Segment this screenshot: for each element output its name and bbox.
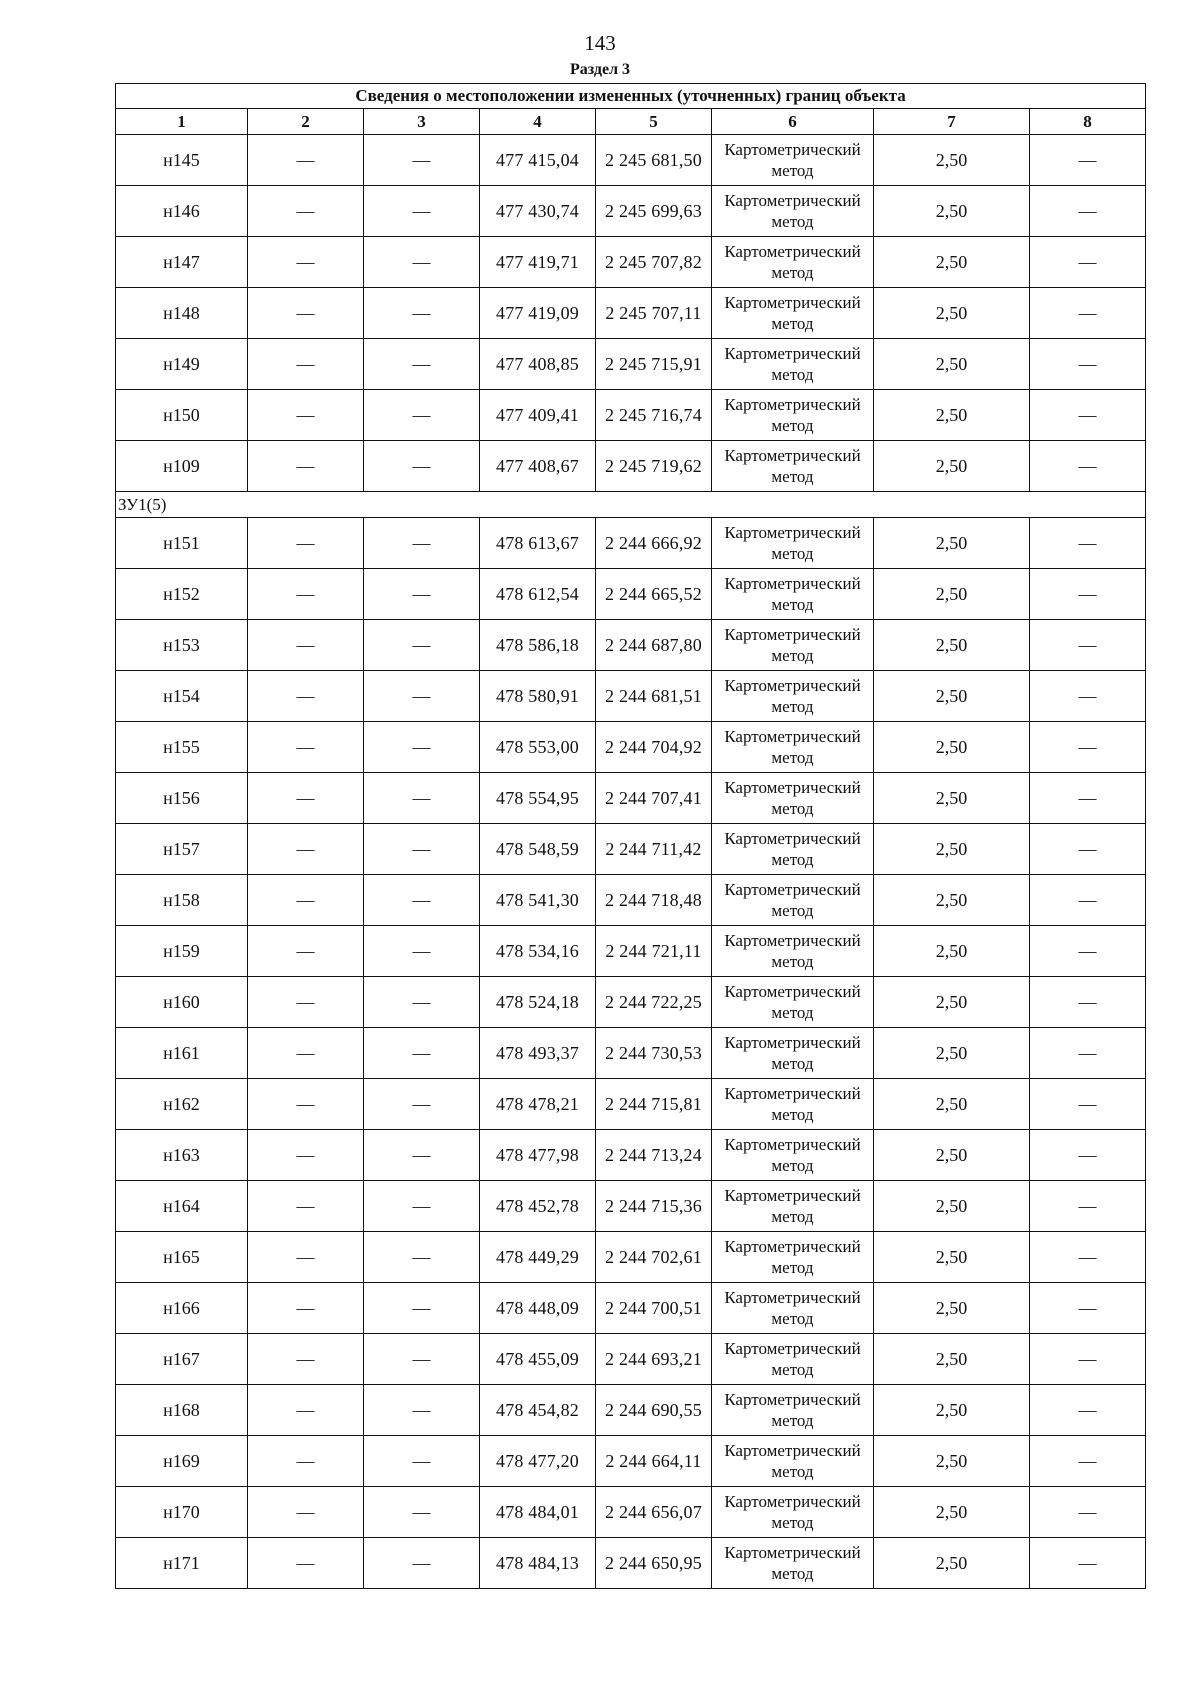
method-cell: Картометрический метод bbox=[712, 875, 874, 926]
dash-cell: — bbox=[1030, 441, 1146, 492]
dash-cell: — bbox=[248, 518, 364, 569]
dash-cell: — bbox=[1030, 569, 1146, 620]
point-number-cell: н163 bbox=[116, 1130, 248, 1181]
table-caption: Сведения о местоположении измененных (уточненных) границ объекта bbox=[116, 84, 1146, 109]
x-coordinate-cell: 478 478,21 bbox=[480, 1079, 596, 1130]
accuracy-cell: 2,50 bbox=[874, 773, 1030, 824]
point-number-cell: н109 bbox=[116, 441, 248, 492]
method-cell: Картометрический метод bbox=[712, 1436, 874, 1487]
accuracy-cell: 2,50 bbox=[874, 390, 1030, 441]
table-row bbox=[116, 1334, 1146, 1385]
dash-cell: — bbox=[248, 671, 364, 722]
method-cell: Картометрический метод bbox=[712, 339, 874, 390]
point-number-cell: н152 bbox=[116, 569, 248, 620]
table-row bbox=[116, 237, 1146, 288]
method-cell: Картометрический метод bbox=[712, 722, 874, 773]
point-number-cell: н150 bbox=[116, 390, 248, 441]
table-row bbox=[116, 1181, 1146, 1232]
dash-cell: — bbox=[248, 1028, 364, 1079]
dash-cell: — bbox=[248, 824, 364, 875]
x-coordinate-cell: 477 419,09 bbox=[480, 288, 596, 339]
dash-cell: — bbox=[248, 1487, 364, 1538]
point-number-cell: н158 bbox=[116, 875, 248, 926]
point-number-cell: н157 bbox=[116, 824, 248, 875]
x-coordinate-cell: 478 484,01 bbox=[480, 1487, 596, 1538]
point-number-cell: н162 bbox=[116, 1079, 248, 1130]
y-coordinate-cell: 2 244 711,42 bbox=[596, 824, 712, 875]
dash-cell: — bbox=[364, 1538, 480, 1589]
dash-cell: — bbox=[1030, 1028, 1146, 1079]
point-number-cell: н149 bbox=[116, 339, 248, 390]
y-coordinate-cell: 2 244 715,36 bbox=[596, 1181, 712, 1232]
table-row bbox=[116, 1487, 1146, 1538]
x-coordinate-cell: 478 613,67 bbox=[480, 518, 596, 569]
x-coordinate-cell: 477 419,71 bbox=[480, 237, 596, 288]
dash-cell: — bbox=[248, 1436, 364, 1487]
dash-cell: — bbox=[248, 186, 364, 237]
x-coordinate-cell: 478 524,18 bbox=[480, 977, 596, 1028]
dash-cell: — bbox=[364, 1232, 480, 1283]
dash-cell: — bbox=[1030, 875, 1146, 926]
dash-cell: — bbox=[248, 875, 364, 926]
x-coordinate-cell: 478 477,20 bbox=[480, 1436, 596, 1487]
point-number-cell: н160 bbox=[116, 977, 248, 1028]
dash-cell: — bbox=[1030, 773, 1146, 824]
accuracy-cell: 2,50 bbox=[874, 1283, 1030, 1334]
accuracy-cell: 2,50 bbox=[874, 1232, 1030, 1283]
dash-cell: — bbox=[248, 722, 364, 773]
dash-cell: — bbox=[364, 1181, 480, 1232]
x-coordinate-cell: 478 554,95 bbox=[480, 773, 596, 824]
table-row bbox=[116, 135, 1146, 186]
method-cell: Картометрический метод bbox=[712, 1487, 874, 1538]
x-coordinate-cell: 478 493,37 bbox=[480, 1028, 596, 1079]
column-number: 1 bbox=[116, 109, 248, 135]
dash-cell: — bbox=[364, 390, 480, 441]
dash-cell: — bbox=[364, 237, 480, 288]
y-coordinate-cell: 2 245 707,11 bbox=[596, 288, 712, 339]
accuracy-cell: 2,50 bbox=[874, 1181, 1030, 1232]
y-coordinate-cell: 2 244 721,11 bbox=[596, 926, 712, 977]
dash-cell: — bbox=[364, 824, 480, 875]
method-cell: Картометрический метод bbox=[712, 977, 874, 1028]
dash-cell: — bbox=[1030, 824, 1146, 875]
dash-cell: — bbox=[1030, 186, 1146, 237]
accuracy-cell: 2,50 bbox=[874, 569, 1030, 620]
accuracy-cell: 2,50 bbox=[874, 1028, 1030, 1079]
method-cell: Картометрический метод bbox=[712, 135, 874, 186]
dash-cell: — bbox=[1030, 1130, 1146, 1181]
table-row bbox=[116, 824, 1146, 875]
table-row bbox=[116, 1028, 1146, 1079]
table-row bbox=[116, 1436, 1146, 1487]
dash-cell: — bbox=[248, 1538, 364, 1589]
x-coordinate-cell: 478 541,30 bbox=[480, 875, 596, 926]
method-cell: Картометрический метод bbox=[712, 1181, 874, 1232]
dash-cell: — bbox=[1030, 1232, 1146, 1283]
x-coordinate-cell: 478 452,78 bbox=[480, 1181, 596, 1232]
coordinates-table bbox=[115, 83, 1146, 1589]
method-cell: Картометрический метод bbox=[712, 569, 874, 620]
dash-cell: — bbox=[364, 1334, 480, 1385]
dash-cell: — bbox=[1030, 237, 1146, 288]
dash-cell: — bbox=[1030, 1283, 1146, 1334]
accuracy-cell: 2,50 bbox=[874, 441, 1030, 492]
dash-cell: — bbox=[364, 1130, 480, 1181]
accuracy-cell: 2,50 bbox=[874, 977, 1030, 1028]
table-row bbox=[116, 339, 1146, 390]
method-cell: Картометрический метод bbox=[712, 1232, 874, 1283]
y-coordinate-cell: 2 245 719,62 bbox=[596, 441, 712, 492]
table-row bbox=[116, 875, 1146, 926]
table-row bbox=[116, 1385, 1146, 1436]
column-number: 7 bbox=[874, 109, 1030, 135]
dash-cell: — bbox=[248, 1334, 364, 1385]
method-cell: Картометрический метод bbox=[712, 1538, 874, 1589]
method-cell: Картометрический метод bbox=[712, 1334, 874, 1385]
dash-cell: — bbox=[1030, 1079, 1146, 1130]
x-coordinate-cell: 477 408,67 bbox=[480, 441, 596, 492]
dash-cell: — bbox=[364, 1487, 480, 1538]
accuracy-cell: 2,50 bbox=[874, 1130, 1030, 1181]
dash-cell: — bbox=[1030, 390, 1146, 441]
x-coordinate-cell: 478 534,16 bbox=[480, 926, 596, 977]
y-coordinate-cell: 2 244 665,52 bbox=[596, 569, 712, 620]
x-coordinate-cell: 478 454,82 bbox=[480, 1385, 596, 1436]
dash-cell: — bbox=[248, 773, 364, 824]
dash-cell: — bbox=[364, 186, 480, 237]
table-row bbox=[116, 773, 1146, 824]
point-number-cell: н164 bbox=[116, 1181, 248, 1232]
y-coordinate-cell: 2 244 664,11 bbox=[596, 1436, 712, 1487]
column-number: 4 bbox=[480, 109, 596, 135]
point-number-cell: н170 bbox=[116, 1487, 248, 1538]
accuracy-cell: 2,50 bbox=[874, 1079, 1030, 1130]
column-number: 6 bbox=[712, 109, 874, 135]
method-cell: Картометрический метод bbox=[712, 441, 874, 492]
table-row bbox=[116, 1538, 1146, 1589]
table-body bbox=[116, 135, 1146, 1589]
accuracy-cell: 2,50 bbox=[874, 875, 1030, 926]
y-coordinate-cell: 2 244 681,51 bbox=[596, 671, 712, 722]
column-number: 2 bbox=[248, 109, 364, 135]
y-coordinate-cell: 2 244 718,48 bbox=[596, 875, 712, 926]
method-cell: Картометрический метод bbox=[712, 288, 874, 339]
table-caption-row bbox=[116, 84, 1146, 109]
dash-cell: — bbox=[248, 977, 364, 1028]
table-row bbox=[116, 390, 1146, 441]
dash-cell: — bbox=[1030, 1181, 1146, 1232]
page-number: 143 bbox=[584, 31, 616, 55]
point-number-cell: н148 bbox=[116, 288, 248, 339]
accuracy-cell: 2,50 bbox=[874, 135, 1030, 186]
table-row bbox=[116, 620, 1146, 671]
point-number-cell: н145 bbox=[116, 135, 248, 186]
method-cell: Картометрический метод bbox=[712, 671, 874, 722]
dash-cell: — bbox=[364, 926, 480, 977]
y-coordinate-cell: 2 244 700,51 bbox=[596, 1283, 712, 1334]
dash-cell: — bbox=[364, 773, 480, 824]
x-coordinate-cell: 478 580,91 bbox=[480, 671, 596, 722]
dash-cell: — bbox=[248, 339, 364, 390]
dash-cell: — bbox=[364, 977, 480, 1028]
x-coordinate-cell: 477 415,04 bbox=[480, 135, 596, 186]
table-row bbox=[116, 518, 1146, 569]
table-row bbox=[116, 569, 1146, 620]
dash-cell: — bbox=[364, 339, 480, 390]
dash-cell: — bbox=[248, 1079, 364, 1130]
dash-cell: — bbox=[1030, 288, 1146, 339]
dash-cell: — bbox=[364, 1385, 480, 1436]
dash-cell: — bbox=[248, 569, 364, 620]
method-cell: Картометрический метод bbox=[712, 518, 874, 569]
accuracy-cell: 2,50 bbox=[874, 1487, 1030, 1538]
method-cell: Картометрический метод bbox=[712, 926, 874, 977]
dash-cell: — bbox=[364, 1283, 480, 1334]
table-row bbox=[116, 441, 1146, 492]
x-coordinate-cell: 478 448,09 bbox=[480, 1283, 596, 1334]
dash-cell: — bbox=[248, 926, 364, 977]
dash-cell: — bbox=[364, 441, 480, 492]
y-coordinate-cell: 2 244 666,92 bbox=[596, 518, 712, 569]
dash-cell: — bbox=[364, 1436, 480, 1487]
accuracy-cell: 2,50 bbox=[874, 1334, 1030, 1385]
y-coordinate-cell: 2 245 716,74 bbox=[596, 390, 712, 441]
y-coordinate-cell: 2 244 702,61 bbox=[596, 1232, 712, 1283]
accuracy-cell: 2,50 bbox=[874, 620, 1030, 671]
dash-cell: — bbox=[248, 441, 364, 492]
dash-cell: — bbox=[1030, 135, 1146, 186]
x-coordinate-cell: 478 477,98 bbox=[480, 1130, 596, 1181]
table-row bbox=[116, 1130, 1146, 1181]
table-row bbox=[116, 186, 1146, 237]
point-number-cell: н154 bbox=[116, 671, 248, 722]
dash-cell: — bbox=[1030, 722, 1146, 773]
point-number-cell: н168 bbox=[116, 1385, 248, 1436]
y-coordinate-cell: 2 244 690,55 bbox=[596, 1385, 712, 1436]
y-coordinate-cell: 2 245 715,91 bbox=[596, 339, 712, 390]
dash-cell: — bbox=[248, 1283, 364, 1334]
dash-cell: — bbox=[1030, 1385, 1146, 1436]
column-number: 5 bbox=[596, 109, 712, 135]
table-row bbox=[116, 977, 1146, 1028]
dash-cell: — bbox=[364, 518, 480, 569]
group-label: ЗУ1(5) bbox=[116, 492, 1146, 518]
dash-cell: — bbox=[248, 1232, 364, 1283]
point-number-cell: н146 bbox=[116, 186, 248, 237]
method-cell: Картометрический метод bbox=[712, 1283, 874, 1334]
y-coordinate-cell: 2 244 650,95 bbox=[596, 1538, 712, 1589]
y-coordinate-cell: 2 244 704,92 bbox=[596, 722, 712, 773]
dash-cell: — bbox=[1030, 620, 1146, 671]
method-cell: Картометрический метод bbox=[712, 390, 874, 441]
x-coordinate-cell: 478 612,54 bbox=[480, 569, 596, 620]
point-number-cell: н153 bbox=[116, 620, 248, 671]
y-coordinate-cell: 2 244 693,21 bbox=[596, 1334, 712, 1385]
dash-cell: — bbox=[364, 671, 480, 722]
dash-cell: — bbox=[364, 722, 480, 773]
dash-cell: — bbox=[1030, 977, 1146, 1028]
x-coordinate-cell: 478 586,18 bbox=[480, 620, 596, 671]
y-coordinate-cell: 2 245 681,50 bbox=[596, 135, 712, 186]
table-row bbox=[116, 926, 1146, 977]
y-coordinate-cell: 2 244 687,80 bbox=[596, 620, 712, 671]
dash-cell: — bbox=[248, 288, 364, 339]
accuracy-cell: 2,50 bbox=[874, 1538, 1030, 1589]
accuracy-cell: 2,50 bbox=[874, 518, 1030, 569]
accuracy-cell: 2,50 bbox=[874, 237, 1030, 288]
dash-cell: — bbox=[248, 390, 364, 441]
x-coordinate-cell: 478 455,09 bbox=[480, 1334, 596, 1385]
table-row bbox=[116, 1283, 1146, 1334]
method-cell: Картометрический метод bbox=[712, 824, 874, 875]
dash-cell: — bbox=[364, 620, 480, 671]
dash-cell: — bbox=[364, 1028, 480, 1079]
dash-cell: — bbox=[248, 1385, 364, 1436]
method-cell: Картометрический метод bbox=[712, 186, 874, 237]
dash-cell: — bbox=[1030, 1538, 1146, 1589]
dash-cell: — bbox=[248, 620, 364, 671]
method-cell: Картометрический метод bbox=[712, 237, 874, 288]
dash-cell: — bbox=[364, 1079, 480, 1130]
dash-cell: — bbox=[1030, 339, 1146, 390]
table-row bbox=[116, 722, 1146, 773]
point-number-cell: н151 bbox=[116, 518, 248, 569]
group-row bbox=[116, 492, 1146, 518]
method-cell: Картометрический метод bbox=[712, 1385, 874, 1436]
dash-cell: — bbox=[1030, 1334, 1146, 1385]
table-row bbox=[116, 671, 1146, 722]
y-coordinate-cell: 2 245 707,82 bbox=[596, 237, 712, 288]
dash-cell: — bbox=[1030, 926, 1146, 977]
x-coordinate-cell: 478 449,29 bbox=[480, 1232, 596, 1283]
point-number-cell: н169 bbox=[116, 1436, 248, 1487]
point-number-cell: н161 bbox=[116, 1028, 248, 1079]
accuracy-cell: 2,50 bbox=[874, 722, 1030, 773]
point-number-cell: н165 bbox=[116, 1232, 248, 1283]
point-number-cell: н171 bbox=[116, 1538, 248, 1589]
x-coordinate-cell: 478 484,13 bbox=[480, 1538, 596, 1589]
dash-cell: — bbox=[364, 875, 480, 926]
accuracy-cell: 2,50 bbox=[874, 339, 1030, 390]
dash-cell: — bbox=[364, 135, 480, 186]
dash-cell: — bbox=[364, 569, 480, 620]
dash-cell: — bbox=[1030, 1436, 1146, 1487]
dash-cell: — bbox=[1030, 1487, 1146, 1538]
x-coordinate-cell: 478 553,00 bbox=[480, 722, 596, 773]
point-number-cell: н167 bbox=[116, 1334, 248, 1385]
y-coordinate-cell: 2 244 722,25 bbox=[596, 977, 712, 1028]
dash-cell: — bbox=[1030, 518, 1146, 569]
accuracy-cell: 2,50 bbox=[874, 1385, 1030, 1436]
point-number-cell: н159 bbox=[116, 926, 248, 977]
table-row bbox=[116, 1232, 1146, 1283]
y-coordinate-cell: 2 245 699,63 bbox=[596, 186, 712, 237]
dash-cell: — bbox=[1030, 671, 1146, 722]
dash-cell: — bbox=[248, 1130, 364, 1181]
point-number-cell: н166 bbox=[116, 1283, 248, 1334]
point-number-cell: н156 bbox=[116, 773, 248, 824]
dash-cell: — bbox=[364, 288, 480, 339]
method-cell: Картометрический метод bbox=[712, 773, 874, 824]
accuracy-cell: 2,50 bbox=[874, 288, 1030, 339]
y-coordinate-cell: 2 244 715,81 bbox=[596, 1079, 712, 1130]
x-coordinate-cell: 478 548,59 bbox=[480, 824, 596, 875]
table-row bbox=[116, 1079, 1146, 1130]
column-number: 3 bbox=[364, 109, 480, 135]
column-number-row bbox=[116, 109, 1146, 135]
accuracy-cell: 2,50 bbox=[874, 186, 1030, 237]
accuracy-cell: 2,50 bbox=[874, 1436, 1030, 1487]
x-coordinate-cell: 477 409,41 bbox=[480, 390, 596, 441]
method-cell: Картометрический метод bbox=[712, 620, 874, 671]
section-title: Раздел 3 bbox=[569, 61, 631, 78]
dash-cell: — bbox=[248, 1181, 364, 1232]
table-row bbox=[116, 288, 1146, 339]
point-number-cell: н155 bbox=[116, 722, 248, 773]
y-coordinate-cell: 2 244 656,07 bbox=[596, 1487, 712, 1538]
accuracy-cell: 2,50 bbox=[874, 671, 1030, 722]
y-coordinate-cell: 2 244 713,24 bbox=[596, 1130, 712, 1181]
dash-cell: — bbox=[248, 237, 364, 288]
x-coordinate-cell: 477 408,85 bbox=[480, 339, 596, 390]
method-cell: Картометрический метод bbox=[712, 1130, 874, 1181]
y-coordinate-cell: 2 244 707,41 bbox=[596, 773, 712, 824]
y-coordinate-cell: 2 244 730,53 bbox=[596, 1028, 712, 1079]
dash-cell: — bbox=[248, 135, 364, 186]
accuracy-cell: 2,50 bbox=[874, 926, 1030, 977]
point-number-cell: н147 bbox=[116, 237, 248, 288]
accuracy-cell: 2,50 bbox=[874, 824, 1030, 875]
column-number: 8 bbox=[1030, 109, 1146, 135]
method-cell: Картометрический метод bbox=[712, 1079, 874, 1130]
method-cell: Картометрический метод bbox=[712, 1028, 874, 1079]
x-coordinate-cell: 477 430,74 bbox=[480, 186, 596, 237]
